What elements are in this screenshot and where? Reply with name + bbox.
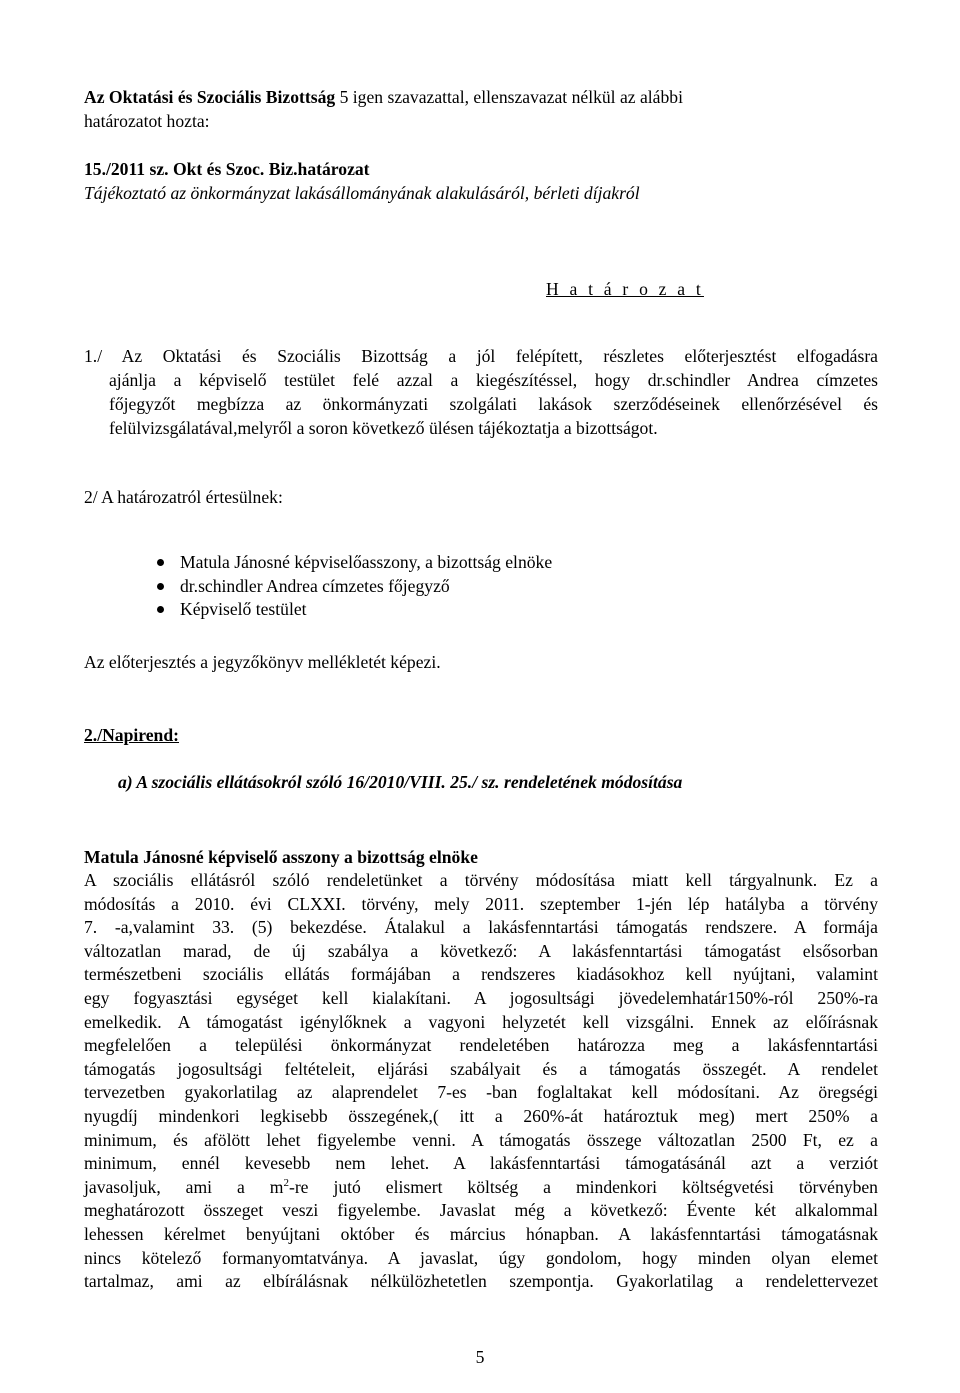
list-item: Matula Jánosné képviselőasszony, a bizottság elnöke (84, 550, 878, 574)
speech-line: meghatározott összeget veszi figyelembe. Javaslat még a következő: Évente két alkalommal (84, 1200, 878, 1221)
list-item: dr.schindler Andrea címzetes főjegyző (84, 574, 878, 598)
point-1-paragraph (84, 344, 878, 440)
resolution-heading: H a t á r o z a t (546, 279, 704, 299)
point-1-line: főjegyzőt megbízza az önkormányzati szolgálati lakások szerződéseinek ellenőrzésével és (109, 394, 878, 414)
speech-line: lehessen kérelmet benyújtani október és március hónapban. A lakásfenntartási támogatásnak (84, 1223, 878, 1244)
speech-line: tartalmaz, ami az elbírálásnak nélkülözhetetlen szempontja. Gyakorlatilag a rendelettervezet (84, 1271, 878, 1292)
speech-line: nincs kötelező formanyomtatványa. A javaslat, úgy gondolom, hogy minden olyan elemet (84, 1247, 878, 1268)
speech-line: tervezetben gyakorlatilag az alaprendelet 7-es -ban foglaltakat kell módosítani. Az öregségi (84, 1082, 878, 1103)
speech-line: minimum, ennél kevesebb nem lehet. A lakásfenntartási támogatásánál azt a verziót (84, 1153, 878, 1174)
speech-line: támogatás jogosultsági feltételeit, eljárási szabályait és a támogatás összegét. A rendelet (84, 1058, 878, 1079)
intro-vote-text: 5 igen szavazattal, ellenszavazat nélkül az alábbi (335, 87, 683, 107)
agenda-item-a: a) A szociális ellátásokról szóló 16/2010/VIII. 25./ sz. rendeletének módosítása (118, 772, 683, 792)
bullet-icon (157, 583, 164, 590)
bullet-icon (157, 559, 164, 566)
speech-line: emelkedik. A támogatást igénylőknek a vagyoni helyzetét kell vizsgálni. Ennek az előírásnak (84, 1011, 878, 1032)
intro-paragraph (84, 85, 878, 133)
committee-name: Az Oktatási és Szociális Bizottság (84, 87, 336, 107)
recipient-list (84, 550, 878, 621)
page-number: 5 (475, 1347, 485, 1367)
speech-paragraph (84, 869, 878, 1294)
point-2-heading: 2/ A határozatról értesülnek: (84, 487, 283, 507)
superscript: 2 (283, 1176, 289, 1189)
point-1-line: felülvizsgálatával,melyről a soron következő ülésen tájékoztatja a bizottságot. (109, 418, 658, 438)
speech-line: egy fogyasztási egységet kell kialakítani. A jogosultsági jövedelemhatár150%-ról 250%-ra (84, 987, 878, 1008)
point-1-line: 1./ Az Oktatási és Szociális Bizottság a jól felépített, részletes előterjesztést elfogadásra (84, 346, 878, 366)
speech-line: módosítás a 2010. évi CLXXI. törvény, mely 2011. szeptember 1-jén lép hatályba a törvény (84, 893, 878, 914)
speech-line: minimum, és afölött lehet figyelembe venni. A támogatás összege változatlan 2500 Ft, ez a (84, 1129, 878, 1150)
speech-line: 7. -a,valamint 33. (5) bekezdése. Átalakul a lakásfenntartási támogatás rendszere. A formája (84, 917, 878, 938)
bullet-icon (157, 606, 164, 613)
speech-line: nyugdíj mindenkori legkisebb összegének,( itt a 260%-át határoztuk meg) mert 250% a (84, 1105, 878, 1126)
agenda-heading: 2./Napirend: (84, 725, 179, 745)
resolution-title: Tájékoztató az önkormányzat lakásállományának alakulásáról, bérleti díjakról (84, 183, 640, 203)
speech-line: A szociális ellátásról szóló rendeletünket a törvény módosítása miatt kell tárgyalnunk. Ez a (84, 870, 878, 890)
speech-line: megfelelően a települési önkormányzat rendeletében határozza meg a lakásfenntartási (84, 1035, 878, 1056)
intro-line-2: határozatot hozta: (84, 111, 210, 131)
speech-line: változatlan marad, de új szabálya a következő: A lakásfenntartási támogatást elsősorban (84, 940, 878, 961)
speech-line: természetbeni szociális ellátás formájában a rendszeres kiadásokhoz kell nyújtani, valamint (84, 964, 878, 985)
attachment-note: Az előterjesztés a jegyzőkönyv mellékletét képezi. (84, 652, 441, 672)
speech-line: javasoljuk, ami a $m^2-re$ jutó elismert költség a mindenkori költségvetési törvényben (84, 1176, 878, 1197)
speaker-name: Matula Jánosné képviselő asszony a bizottság elnöke (84, 847, 478, 867)
list-item: Képviselő testület (84, 597, 878, 621)
resolution-number: 15./2011 sz. Okt és Szoc. Biz.határozat (84, 159, 370, 179)
point-1-line: ajánlja a képviselő testület felé azzal a kiegészítéssel, hogy dr.schindler Andrea címzetes (109, 370, 878, 390)
